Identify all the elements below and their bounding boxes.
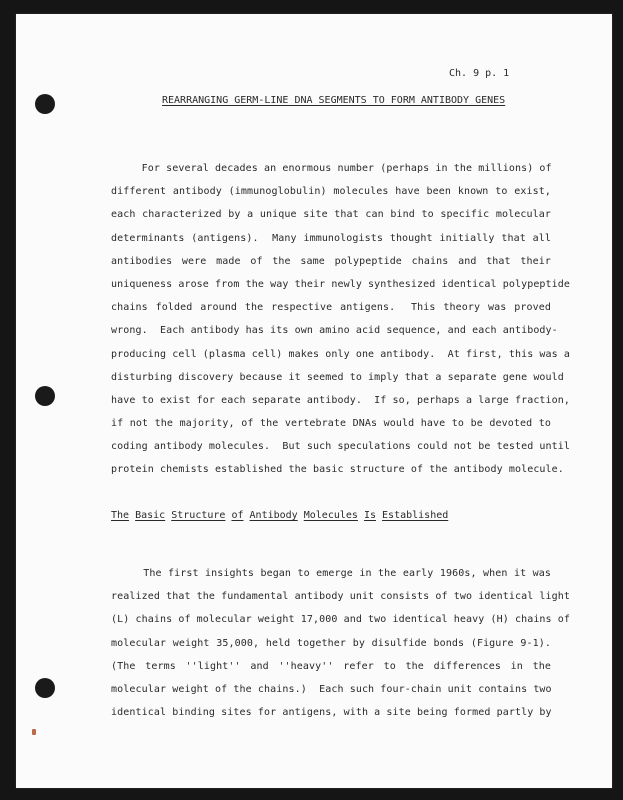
document-page: [16, 14, 612, 788]
punch-hole-bottom: [35, 678, 55, 698]
paragraph-1: [111, 157, 571, 482]
subheading-word: The: [111, 510, 130, 521]
page-number: Ch. 9 p. 1: [449, 68, 510, 79]
paragraph-2: [111, 562, 571, 724]
document-title: REARRANGING GERM-LINE DNA SEGMENTS TO FORM ANTIBODY GENES: [162, 95, 506, 106]
text-line: The first insights began to emerge in the early 1960s, when it was: [111, 568, 551, 579]
text-line: chains folded around the respective antigens. This theory was proved: [111, 302, 551, 314]
text-line: each characterized by a unique site that can bind to specific molecular: [111, 209, 551, 221]
subheading-word: Antibody: [249, 510, 298, 521]
text-line: molecular weight of the chains.) Each such four-chain unit contains two: [111, 683, 552, 695]
text-line: if not the majority, of the vertebrate DNAs would have to be devoted to: [111, 418, 551, 430]
text-line: identical binding sites for antigens, with a site being formed partly by: [111, 707, 552, 719]
text-line: (The terms ''light'' and ''heavy'' refer to the differences in the: [111, 660, 551, 672]
punch-hole-middle: [35, 386, 55, 406]
paper-speck: [32, 729, 36, 735]
text-line: different antibody (immunoglobulin) molecules have been known to exist,: [111, 186, 551, 198]
text-line: determinants (antigens). Many immunologists thought initially that all: [111, 232, 551, 244]
subheading-word: of: [231, 510, 244, 521]
punch-hole-top: [35, 94, 55, 114]
subheading-word: Established: [382, 510, 449, 521]
text-line: molecular weight 35,000, held together by disulfide bonds (Figure 9-1).: [111, 637, 551, 649]
text-line: producing cell (plasma cell) makes only one antibody. At first, this was a: [111, 348, 571, 360]
text-line: antibodies were made of the same polypeptide chains and that their: [111, 255, 551, 267]
subheading-word: Structure: [171, 510, 226, 521]
text-line: For several decades an enormous number (perhaps in the millions) of: [111, 163, 552, 174]
text-line: wrong. Each antibody has its own amino acid sequence, and each antibody-: [111, 325, 558, 337]
text-line: realized that the fundamental antibody unit consists of two identical light: [111, 591, 571, 603]
text-line: have to exist for each separate antibody. If so, perhaps a large fraction,: [111, 394, 571, 406]
subheading-word: Is: [363, 510, 376, 521]
text-line: uniqueness arose from the way their newly synthesized identical polypeptide: [111, 278, 571, 290]
text-line: coding antibody molecules. But such speculations could not be tested until: [111, 441, 571, 453]
text-line: protein chemists established the basic structure of the antibody molecule.: [111, 464, 564, 476]
text-line: disturbing discovery because it seemed to imply that a separate gene would: [111, 371, 564, 383]
subheading-word: Basic: [135, 510, 166, 521]
subheading-word: Molecules: [303, 510, 358, 521]
text-line: (L) chains of molecular weight 17,000 and two identical heavy (H) chains of: [111, 614, 571, 626]
section-subheading: [111, 511, 448, 521]
